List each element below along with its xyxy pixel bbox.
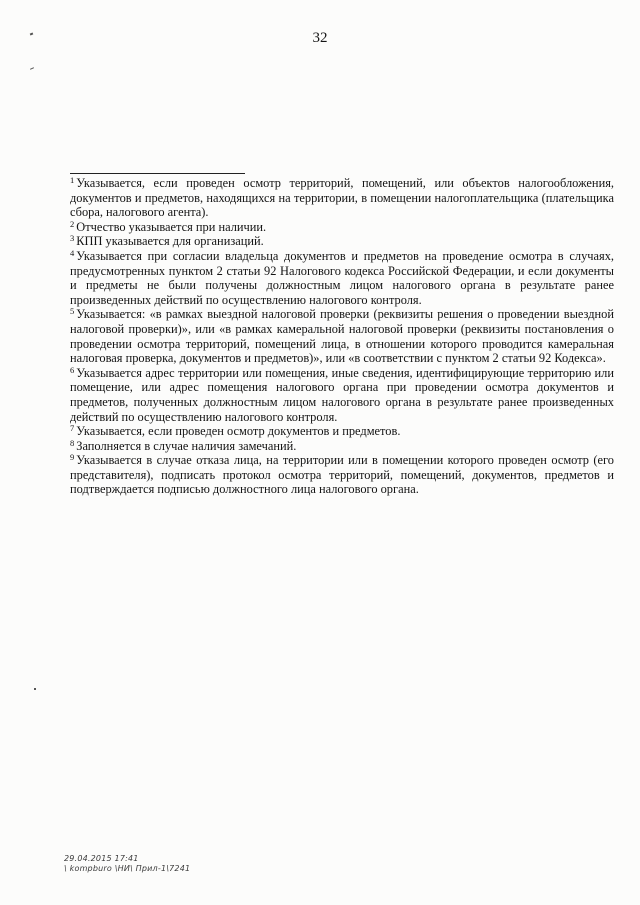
footnote-2 — [70, 220, 614, 235]
footnote-text: КПП указывается для организаций. — [76, 234, 264, 249]
footnote-3 — [70, 234, 614, 249]
footnote-marker: 7 — [70, 423, 75, 434]
footnote-5 — [70, 307, 614, 365]
footnote-marker: 2 — [70, 218, 75, 229]
page-number: 32 — [312, 30, 328, 46]
footnote-text: Заполняется в случае наличия замечаний. — [76, 438, 297, 453]
footnote-marker: 9 — [70, 452, 75, 463]
footnote-text: Указывается: «в рамках выездной налоговой проверки (реквизиты решения о проведении выездной налоговой проверки)», или «в рамках камеральной налоговой проверки (реквизиты постановления о проведении осмотра территорий, помещений лица, в отношении которого проводится камеральная налоговая проверка, документов и предметов)», или «в соответствии с пунктом 2 статьи 92 Кодекса». — [70, 307, 614, 366]
footnote-1 — [70, 176, 614, 220]
footnote-text: Указывается адрес территории или помещения, иные сведения, идентифицирующие территорию или помещение, или адрес помещения налогового органа при проведении осмотра документов и предметов, полученных должностным лицом налогового органа в результате ранее произведенных действий по осуществлению налогового контроля. — [70, 365, 614, 424]
footnote-separator — [70, 173, 245, 174]
footnote-8 — [70, 439, 614, 454]
footnote-text: Указывается в случае отказа лица, на территории или в помещении которого проведен осмотр (его представителя), подписать протокол осмотра территорий, помещений, документов, предметов и подтверждается подписью должностного лица налогового органа. — [70, 453, 614, 497]
footnote-7 — [70, 424, 614, 439]
print-file-path: \ kompburo \НИ\ Прил-1\7241 — [64, 864, 191, 873]
footnote-marker: 5 — [70, 306, 75, 317]
footnote-marker: 8 — [70, 437, 75, 448]
footnote-marker: 6 — [70, 364, 75, 375]
footnote-marker: 1 — [70, 175, 75, 185]
print-stamp — [64, 854, 190, 874]
scan-speck — [30, 67, 34, 70]
footnote-marker: 4 — [70, 247, 75, 258]
footnote-6 — [70, 366, 614, 424]
footnote-text: Указывается, если проведен осмотр территорий, помещений, или объектов налогообложения, документов и предметов, находящихся на территории, в помещении налогоплательщика (плательщика сбора, налогового агента). — [70, 176, 614, 220]
scan-speck — [34, 688, 36, 690]
footnote-text: Указывается, если проведен осмотр документов и предметов. — [76, 424, 401, 439]
footnote-text: Указывается при согласии владельца документов и предметов на проведение осмотра в случаях, предусмотренных пунктом 2 статьи 92 Налогового кодекса Российской Федерации, и если документы и предметы не были получены должностным лицом налогового органа в результате ранее произведенных действий по осуществлению налогового контроля. — [70, 248, 614, 307]
footnote-marker: 3 — [70, 233, 75, 244]
footnote-text: Отчество указывается при наличии. — [76, 219, 267, 234]
footnote-4 — [70, 249, 614, 307]
footnotes-block — [70, 176, 614, 497]
footnote-9 — [70, 453, 614, 497]
print-timestamp: 29.04.2015 17:41 — [64, 854, 139, 863]
